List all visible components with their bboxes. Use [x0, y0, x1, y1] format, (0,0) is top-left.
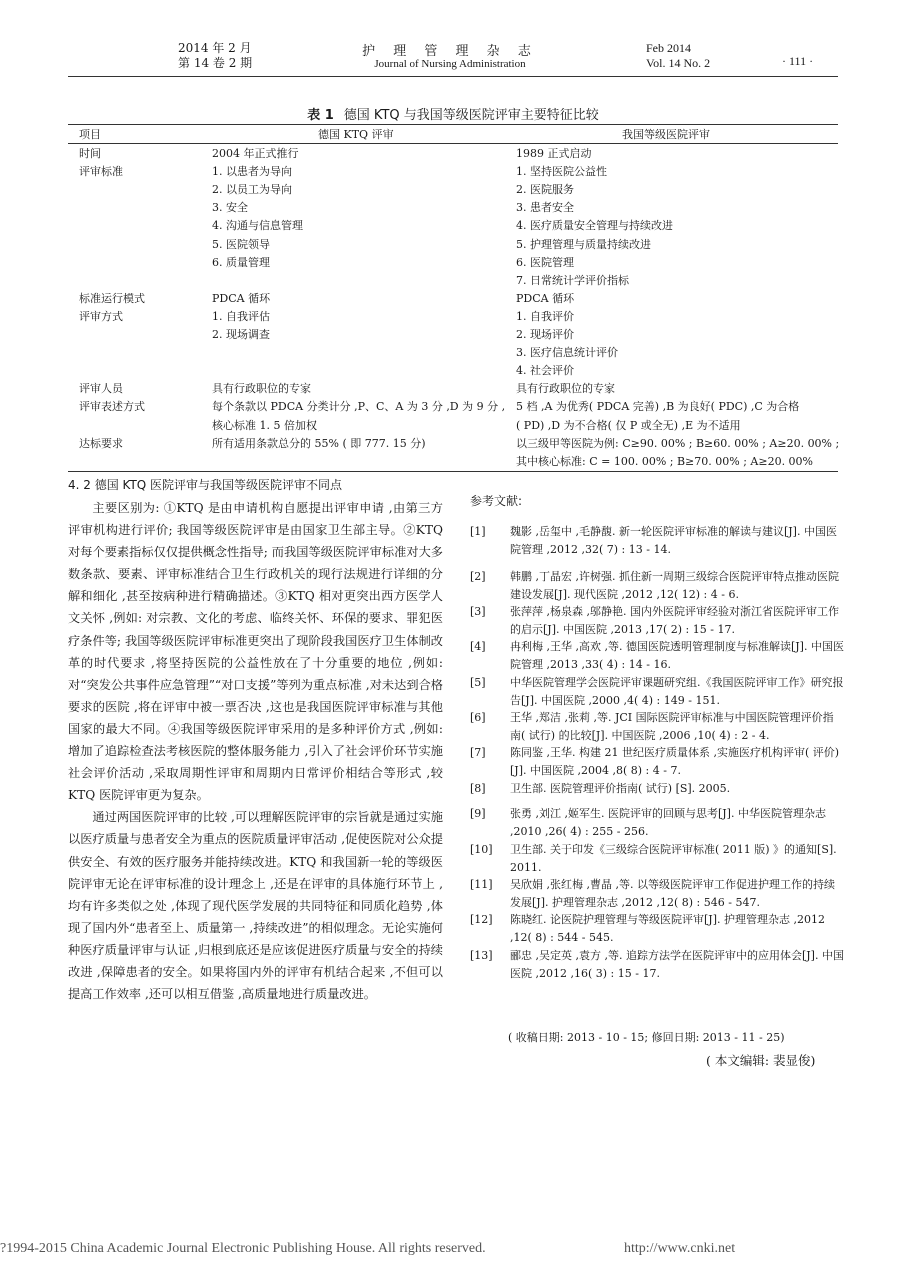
section-body	[68, 497, 443, 1005]
table-cell-ktq: 核心标准 1. 5 倍加权	[212, 418, 317, 432]
table-cell-ktq: 5. 医院领导	[212, 237, 270, 251]
reference-text: 卫生部. 关于印发《三级综合医院评审标准( 2011 版) 》的通知[S]. 2011.	[510, 843, 837, 874]
table-bottom-rule	[68, 471, 838, 472]
table-cell-ktq: 3. 安全	[212, 201, 248, 215]
table-header-item: 项目	[79, 128, 101, 141]
table-cell-item: 标准运行模式	[79, 291, 145, 305]
reference-number: [6]	[470, 711, 486, 724]
table-cell-china: 4. 社会评价	[516, 364, 574, 378]
table-cell-ktq: 2. 现场调查	[212, 328, 270, 341]
table-cell-item: 评审标准	[79, 165, 123, 179]
table-top-rule	[68, 124, 838, 125]
reference-number: [11]	[470, 878, 493, 891]
table-cell-china: 4. 医疗质量安全管理与持续改进	[516, 219, 673, 233]
table-cell-china: 1. 坚持医院公益性	[516, 165, 607, 179]
table-cell-ktq: 1. 自我评估	[212, 309, 270, 323]
table-cell-item: 时间	[79, 147, 101, 160]
table-cell-china: 6. 医院管理	[516, 255, 574, 269]
paragraph: 通过两国医院评审的比较 ,可以理解医院评审的宗旨就是通过实施以医疗质量与患者安全为重点的医院质量评审活动 ,促使医院对公众提供安全、有效的医疗服务并能持续改进。KTQ 和我国新一轮的等级医院评审无论在评审标准的设计理念上 ,还是在评审的具体施行环节上 ,均有许多类似之处 ,体现了现代医学发展的共同特征和同质化趋势 ,体现了国内外“患者至上、质量第一 ,持续改进”的相似理念。无论实施何种医疗质量评审与认证 ,归根到底还是应该促进医疗质量与安全的持续改进 ,保障患者的安全。如果将国内外的评审有机结合起来 ,不但可以提高工作效率 ,还可以相互借鉴 ,高质量地进行质量改进。	[68, 810, 443, 1002]
table-body	[0, 145, 910, 471]
table-cell-item: 评审表述方式	[79, 400, 145, 414]
table-cell-china: 1989 正式启动	[516, 147, 592, 160]
reference-number: [8]	[470, 782, 486, 795]
table-cell-ktq: 每个条款以 PDCA 分类计分 ,P、C、A 为 3 分 ,D 为 9 分 ,	[212, 400, 506, 414]
reference-text: 郦忠 ,吴定英 ,袁方 ,等. 追踪方法学在医院评审中的应用体会[J]. 中国医院 ,2012 ,16( 3) : 15 - 17.	[510, 949, 844, 980]
reference-number: [10]	[470, 843, 493, 856]
table-caption	[68, 104, 838, 123]
reference-text: 中华医院管理学会医院评审课题研究组.《我国医院评审工作》研究报告[J]. 中国医院 ,2000 ,4( 4) : 149 - 151.	[510, 676, 844, 707]
reference-number: [5]	[470, 676, 486, 689]
reference-number: [2]	[470, 570, 486, 583]
table-cell-ktq: 2004 年正式推行	[212, 147, 299, 160]
section-heading: 4. 2 德国 KTQ 医院评审与我国等级医院评审不同点	[68, 478, 343, 492]
table-cell-china: 1. 自我评价	[516, 309, 574, 323]
table-header-china: 我国等级医院评审	[622, 128, 710, 141]
table-cell-ktq: 1. 以患者为导向	[212, 165, 292, 179]
reference-text: 韩鹏 ,丁晶宏 ,许树强. 抓住新一周期三级综合医院评审特点推动医院建设发展[J]. 现代医院 ,2012 ,12( 12) : 4 - 6.	[510, 570, 839, 601]
header-volume-cn: 第 14 卷 2 期	[178, 56, 253, 70]
table-cell-china: 3. 患者安全	[516, 201, 574, 215]
table-cell-ktq: 具有行政职位的专家	[212, 382, 311, 396]
header-volume-en: Vol. 14 No. 2	[646, 56, 711, 70]
table-cell-item: 评审方式	[79, 309, 123, 323]
reference-number: [7]	[470, 746, 486, 759]
table-cell-china: 5 档 ,A 为优秀( PDCA 完善) ,B 为良好( PDC) ,C 为合格	[516, 400, 800, 414]
reference-number: [13]	[470, 949, 493, 962]
table-cell-china: 以三级甲等医院为例: C≥90. 00% ; B≥60. 00% ; A≥20. 00% ;	[516, 436, 840, 450]
table-cell-china: 其中核心标准: C = 100. 00% ; B≥70. 00% ; A≥20. 00%	[516, 454, 814, 468]
table-cell-ktq: 6. 质量管理	[212, 255, 270, 269]
reference-number: [1]	[470, 525, 486, 538]
references-list	[470, 523, 844, 1043]
table-cell-china: 具有行政职位的专家	[516, 382, 615, 396]
table-cell-china: ( PD) ,D 为不合格( 仅 P 或全无) ,E 为不适用	[516, 418, 741, 432]
cnki-url[interactable]: http://www.cnki.net	[624, 1241, 736, 1256]
reference-number: [9]	[470, 807, 486, 820]
reference-text: 张萍萍 ,杨泉森 ,邬静艳. 国内外医院评审经验对浙江省医院评审工作的启示[J]. 中国医院 ,2013 ,17( 2) : 15 - 17.	[510, 605, 839, 636]
table-header-ktq: 德国 KTQ 评审	[318, 128, 394, 141]
reference-text: 王华 ,郑洁 ,张莉 ,等. JCI 国际医院评审标准与中国医院管理评价指南( 试行) 的比较[J]. 中国医院 ,2006 ,10( 4) : 2 - 4.	[510, 711, 834, 742]
table-cell-ktq: 4. 沟通与信息管理	[212, 219, 303, 233]
reference-text: 冉利梅 ,王华 ,高欢 ,等. 德国医院透明管理制度与标准解读[J]. 中国医院管理 ,2013 ,33( 4) : 14 - 16.	[510, 640, 844, 671]
table-cell-china: PDCA 循环	[516, 291, 575, 305]
reference-number: [12]	[470, 913, 493, 926]
table-cell-ktq: 所有适用条款总分的 55% ( 即 777. 15 分)	[212, 436, 426, 450]
header-date-cn: 2014 年 2 月	[178, 41, 252, 55]
received-dates: ( 收稿日期: 2013 - 10 - 15; 修回日期: 2013 - 11 - 25)	[508, 1031, 785, 1044]
table-cell-item: 评审人员	[79, 382, 123, 396]
reference-text: 吴欣娟 ,张红梅 ,曹晶 ,等. 以等级医院评审工作促进护理工作的持续发展[J]. 护理管理杂志 ,2012 ,12( 8) : 546 - 547.	[510, 878, 835, 909]
page-number: · 111 ·	[782, 54, 814, 68]
table-header-rule	[68, 143, 838, 144]
table-label: 表 1	[307, 108, 334, 123]
reference-number: [3]	[470, 605, 486, 618]
table-cell-china: 7. 日常统计学评价指标	[516, 273, 629, 287]
journal-title-en: Journal of Nursing Administration	[374, 58, 526, 70]
copyright-notice: ?1994-2015 China Academic Journal Electronic Publishing House. All rights reserved.	[0, 1241, 486, 1256]
table-cell-china: 3. 医疗信息统计评价	[516, 346, 618, 360]
table-cell-ktq: 2. 以员工为导向	[212, 183, 292, 197]
journal-title-cn: 护 理 管 理 杂 志	[362, 44, 538, 59]
header-rule	[68, 76, 838, 77]
editor-note: ( 本文编辑: 裴显俊)	[706, 1053, 816, 1068]
references-title: 参考文献:	[470, 494, 523, 508]
reference-text: 魏影 ,岳玺中 ,毛静馥. 新一轮医院评审标准的解读与建议[J]. 中国医院管理 ,2012 ,32( 7) : 13 - 14.	[510, 525, 837, 556]
table-title: 德国 KTQ 与我国等级医院评审主要特征比较	[343, 108, 599, 123]
table-cell-china: 5. 护理管理与质量持续改进	[516, 237, 651, 251]
header-date-en: Feb 2014	[646, 41, 691, 55]
reference-text: 陈同鉴 ,王华. 构建 21 世纪医疗质量体系 ,实施医疗机构评审( 评价) [J]. 中国医院 ,2004 ,8( 8) : 4 - 7.	[510, 746, 840, 777]
reference-text: 卫生部. 医院管理评价指南( 试行) [S]. 2005.	[510, 782, 731, 795]
table-cell-china: 2. 现场评价	[516, 328, 574, 341]
reference-text: 张勇 ,刘江 ,姬军生. 医院评审的回顾与思考[J]. 中华医院管理杂志 ,2010 ,26( 4) : 255 - 256.	[510, 807, 826, 838]
paragraph: 主要区别为: ①KTQ 是由申请机构自愿提出评审申请 ,由第三方评审机构进行评价; 我国等级医院评审是由国家卫生部主导。②KTQ 对每个要素指标仅仅提供概念性指导; 而我国等级医院评审标准对大多数条款、要素、评审标准结合卫生行政机关的现行法规进行详细的分解和细化 ,甚至按病种进行精确描述。③KTQ 相对更突出西方医学人文关怀 ,例如: 对宗教、文化的考虑、临终关怀、环保的要求、罪犯医疗条件等; 我国等级医院评审标准更突出了现阶段我国医疗卫生体制改革的时代要求 ,将坚持医院的公益性放在了十分重要的地位 ,例如: 对“突发公共事件应急管理”“对口支援”等列为重点标准 ,对未达到合格要求的医院 ,将在评审中被一票否决 ,这也是我国医院评审标准与其他国家的最大不同。④我国等级医院评审采用的是多种评价方式 ,例如: 增加了追踪检查法考核医院的整体服务能力 ,引入了社会评价环节实施社会评价活动 ,采取周期性评审和周期内日常评价相结合等形式 ,较 KTQ 医院评审更为复杂。	[68, 501, 443, 803]
table-cell-ktq: PDCA 循环	[212, 291, 271, 305]
reference-text: 陈晓红. 论医院护理管理与等级医院评审[J]. 护理管理杂志 ,2012 ,12( 8) : 544 - 545.	[510, 913, 825, 944]
table-cell-item: 达标要求	[79, 436, 123, 450]
reference-number: [4]	[470, 640, 486, 653]
table-cell-china: 2. 医院服务	[516, 183, 574, 197]
